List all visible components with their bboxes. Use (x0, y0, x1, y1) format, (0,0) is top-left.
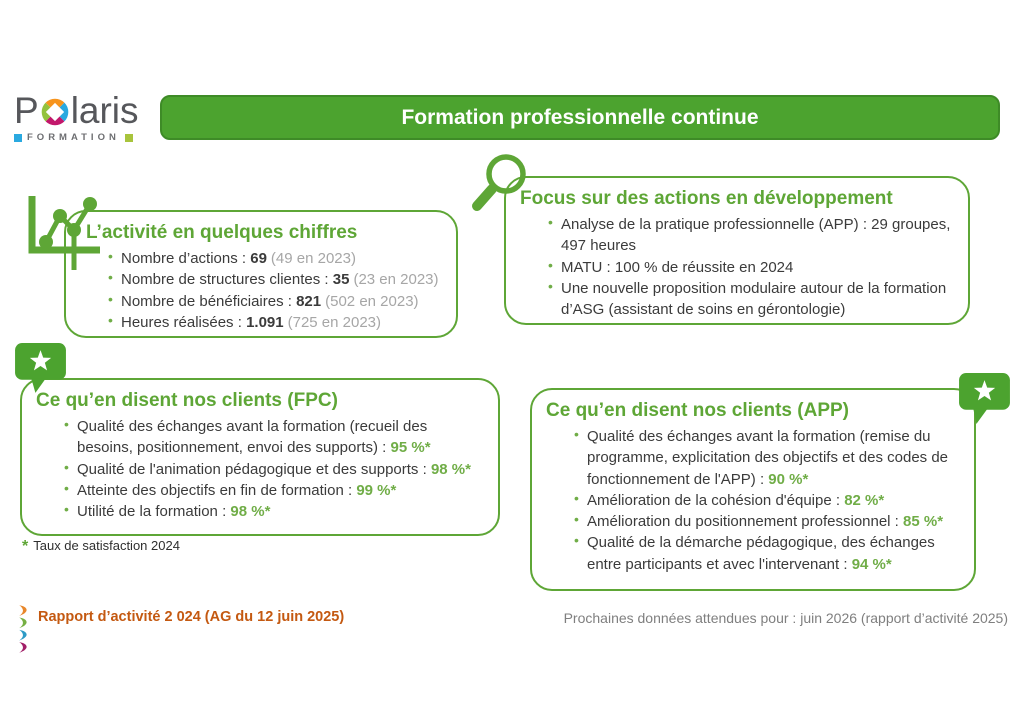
polaris-wordmark (14, 92, 156, 129)
highlight-value: 1.091 (246, 313, 284, 331)
app-list (546, 426, 960, 575)
bullet-item: • Atteinte des objectifs en fin de formation : 99 %* (64, 480, 484, 501)
highlight-value: 94 %* (851, 555, 892, 573)
bullet-item: • MATU : 100 % de réussite en 2024 (548, 257, 954, 278)
previous-year-note: (725 en 2023) (287, 313, 382, 331)
footer-left (16, 598, 344, 658)
box-clients-app (530, 388, 976, 591)
bullet-item: • Amélioration de la cohésion d'équipe : 82 %* (574, 490, 960, 511)
box-focus-developpement (504, 176, 970, 325)
previous-year-note: (23 en 2023) (353, 271, 439, 289)
previous-year-note: (49 en 2023) (270, 250, 356, 267)
highlight-value: 85 %* (903, 513, 944, 531)
highlight-value: 69 (250, 250, 267, 267)
highlight-value: 98 %* (430, 460, 471, 478)
box-app-title: Ce qu’en disent nos clients (APP) (546, 400, 849, 421)
pinwheel-o-icon (40, 97, 70, 127)
title-banner (160, 95, 1000, 140)
highlight-value: 98 %* (230, 503, 271, 521)
report-title: Rapport d’activité 2 024 (AG du 12 juin 2025) (38, 609, 345, 625)
chiffres-list (80, 248, 442, 333)
star-speech-bubble-icon (956, 370, 1013, 427)
box-clients-fpc (20, 378, 500, 536)
bullet-item: • Qualité de la démarche pédagogique, des échanges entre participants et avec l'intervenant : 94 %* (574, 532, 960, 575)
bullet-item: • Nombre d’actions : 69 (49 en 2023) (108, 248, 442, 269)
bullet-item: • Nombre de structures clientes : 35 (23 en 2023) (108, 269, 442, 290)
previous-year-note: (502 en 2023) (325, 292, 419, 310)
footnote-text: Taux de satisfaction 2024 (33, 538, 180, 553)
logo-blue-square-icon (14, 134, 22, 142)
footnote-asterisk: * (22, 538, 29, 555)
box-fpc-title: Ce qu’en disent nos clients (FPC) (36, 390, 338, 411)
highlight-value: 821 (296, 292, 322, 310)
bullet-item: • Heures réalisées : 1.091 (725 en 2023) (108, 312, 442, 333)
bullet-item: • Qualité des échanges avant la formation (remise du programme, explicitation des objectifs et des codes de fonctionnement de l'APP) : 90 %* (574, 426, 960, 490)
polaris-logo (14, 92, 156, 143)
bullet-item: • Amélioration du positionnement professionnel : 85 %* (574, 511, 960, 532)
page-title: Formation professionnelle continue (401, 105, 759, 129)
box-chiffres-title: L’activité en quelques chiffres (86, 222, 358, 243)
bullet-item: • Qualité des échanges avant la formation (recueil des besoins, positionnement, envoi des supports) : 95 %* (64, 416, 484, 459)
highlight-value: 90 %* (768, 470, 809, 488)
footnote (22, 538, 180, 556)
bullet-item: • Une nouvelle proposition modulaire autour de la formation d’ASG (assistant de soins en gérontologie) (548, 278, 954, 321)
magnifying-glass-icon (466, 147, 538, 221)
highlight-value: 99 %* (356, 481, 397, 499)
bullet-item: • Utilité de la formation : 98 %* (64, 501, 484, 522)
bullet-item: • Nombre de bénéficiaires : 821 (502 en 2023) (108, 291, 442, 312)
box-activite-chiffres (64, 210, 458, 338)
highlight-value: 82 %* (844, 491, 885, 509)
polaris-leaves-icon (16, 600, 34, 658)
logo-letters-laris: laris (70, 90, 139, 131)
logo-letter-p: P (14, 90, 39, 131)
bullet-item: • Analyse de la pratique professionnelle (APP) : 29 groupes, 497 heures (548, 214, 954, 257)
highlight-value: 35 (332, 271, 350, 289)
logo-green-square-icon (125, 134, 133, 142)
fpc-list (36, 416, 484, 522)
focus-list (520, 214, 954, 320)
star-speech-bubble-icon (12, 340, 69, 397)
bullet-item: • Qualité de l'animation pédagogique et des supports : 98 %* (64, 459, 484, 480)
logo-subtitle-row (14, 132, 156, 143)
logo-subtitle: FORMATION (27, 132, 120, 143)
line-chart-icon (22, 188, 102, 274)
box-focus-title: Focus sur des actions en développement (520, 188, 893, 209)
footer-next-data-note: Prochaines données attendues pour : juin 2026 (rapport d’activité 2025) (563, 610, 1008, 626)
highlight-value: 95 %* (390, 439, 431, 457)
